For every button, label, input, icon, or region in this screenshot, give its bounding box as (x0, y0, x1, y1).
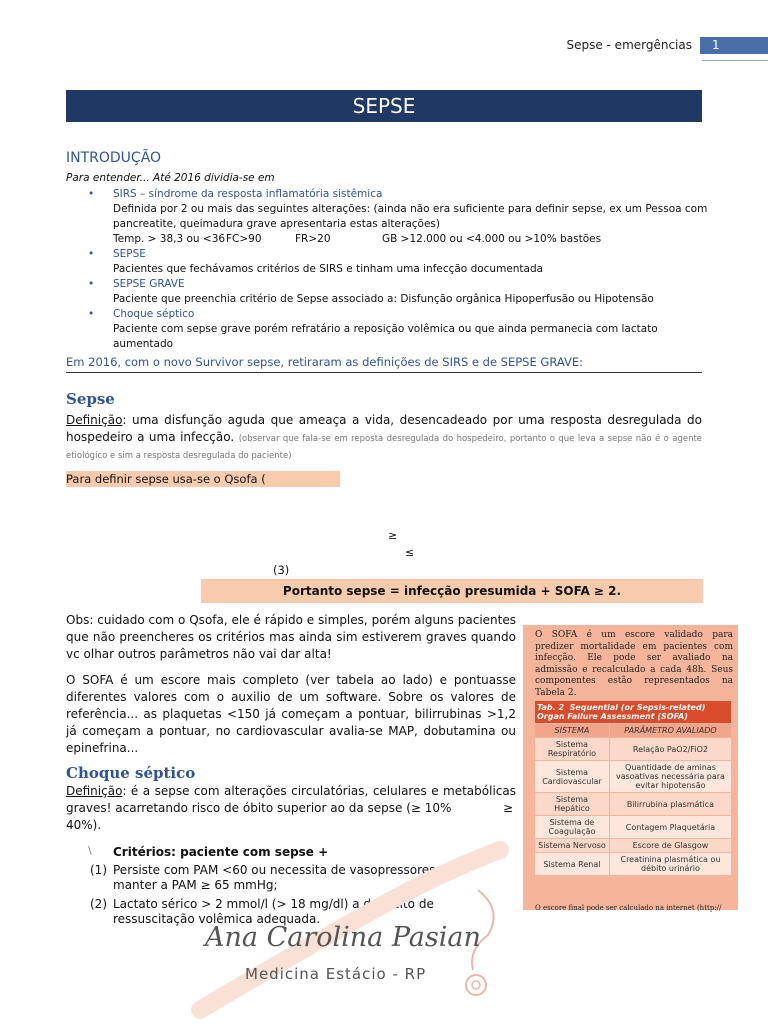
sepse-def-note: (observar que fala-se em reposta desregulada do hospedeiro, portanto o que leva a sepse não é o agente etiológico e sim a resposta desregulada do paciente) (66, 434, 703, 461)
choque-definition: Definição: é a sepse com alterações circulatórias, celulares e metabólicas graves! acarretando risco de óbito superior ao da sepse (≥ 10% (66, 784, 516, 815)
table-row: Sistema Renal Creatinina plasmática ou débito urinário (535, 853, 732, 876)
header-divider (702, 60, 768, 61)
bullet-icon: • (88, 278, 95, 290)
qsofa-line: Para definir sepse usa-se o Qsofa ( (66, 471, 340, 487)
intro-lead: Para entender... Até 2016 dividia-se em (66, 172, 275, 184)
bullet-icon: • (88, 188, 95, 200)
choque-def-end: 40%). (66, 818, 102, 832)
watermark-name: Ana Carolina Pasian (205, 922, 481, 953)
le-symbol: ≤ (405, 546, 415, 559)
criteria-num-1: (1) (90, 863, 107, 877)
criteria-fc: FC>90 (226, 233, 262, 245)
criteria-item-1: Persiste com PAM <60 ou necessita de vasopressores para manter a PAM ≥ 65 mmHg; (113, 863, 467, 892)
col-header-sistema: SISTEMA (535, 724, 610, 738)
sofa-formula: Portanto sepse = infecção presumida + SOFA ≥ 2. (201, 579, 703, 603)
list-item: • SEPSE GRAVE (88, 278, 185, 290)
intro-heading: INTRODUÇÃO (66, 150, 162, 166)
sofa-table-intro: O SOFA é um escore validado para predizer mortalidade em pacientes com infecção. Ele pode ser avaliado na admissão e recalculado a cada 48h. Seus componentes estão representados na Tabela 2. (535, 630, 733, 698)
table-row: Sistema Respiratório Relação PaO2/FiO2 (535, 738, 732, 761)
list-item-desc: Pacientes que fechávamos critérios de SIRS e tinham uma infecção documentada (113, 263, 544, 275)
bullet-mark-icon: \ (88, 844, 92, 857)
table-row: Sistema Hepático Bilirrubina plasmática (535, 793, 732, 816)
bullet-icon: • (88, 248, 95, 260)
ge-symbol: ≥ (388, 529, 398, 542)
criteria-temp: Temp. > 38,3 ou <36 (113, 233, 226, 245)
list-item: • SEPSE (88, 248, 146, 260)
col-header-parametro: PARÂMETRO AVALIADO (609, 724, 731, 738)
header-title: Sepse - emergências (566, 38, 692, 52)
criteria-row (88, 232, 708, 247)
sofa-table-footer: O escore final pode ser calculado na internet (http:// (535, 904, 722, 912)
table-row: Sistema Cardiovascular Quantidade de aminas vasoativas necessária para evitar hipotensão (535, 761, 732, 793)
sepse-heading: Sepse (66, 390, 115, 408)
document-title: SEPSE (66, 90, 702, 122)
section-divider (66, 372, 702, 373)
criteria-num-2: (2) (90, 897, 107, 911)
list-item-desc: Paciente com sepse grave porém refratário a reposição volêmica ou que ainda permanecia com lactato aumentado (113, 323, 658, 350)
list-item-desc: Definida por 2 ou mais das seguintes alterações: (ainda não era suficiente para definir sepse, ex um Pessoa com pancreatite, queimadura grave apresentaria estas alterações) (113, 203, 708, 230)
list-item: • Choque séptico (88, 308, 195, 320)
note-2016: Em 2016, com o novo Survivor sepse, retiraram as definições de SIRS e de SEPSE GRAVE: (66, 355, 583, 369)
criteria-gb: GB >12.000 ou <4.000 ou >10% bastões (382, 233, 602, 245)
table-row: Sistema de Coagulação Contagem Plaquetária (535, 816, 732, 839)
watermark-subtitle: Medicina Estácio - RP (245, 965, 427, 983)
sofa-table-title: Tab. 2 Sequential (or Sepsis-related) Organ Failure Assessment (SOFA) (535, 701, 732, 724)
choque-heading: Choque séptico (66, 764, 196, 782)
sofa-table (534, 700, 732, 876)
criteria-item-2: Lactato sérico > 2 mmol/l (> 18 mg/dl) a despeito de ressuscitação volêmica adequada. (113, 897, 434, 926)
list-item: • SIRS – síndrome da resposta inflamatória sistêmica (88, 188, 383, 200)
reference-number: (3) (273, 563, 290, 577)
qsofa-obs: Obs: cuidado com o Qsofa, ele é rápido e simples, porém alguns pacientes que não preencheres os critérios mas ainda sim estiverem graves quando vc olhar outros parâmetros não vai dar alta! (66, 613, 516, 661)
intro-list (88, 187, 708, 352)
table-row: Sistema Nervoso Escore de Glasgow (535, 839, 732, 853)
criteria-title: Critérios: paciente com sepse + (113, 845, 329, 859)
sepse-definition: Definição: uma disfunção aguda que ameaça a vida, desencadeado por uma resposta desregulada do hospedeiro a uma infecção. (observar que fala-se em reposta desregulada do hospedeiro, portanto o que leva a sepse não é o agente etiológico e sim a resposta desregulada do paciente) (66, 413, 703, 461)
list-item-desc: Paciente que preenchia critério de Sepse associado a: Disfunção orgânica Hipoperfusão ou Hipotensão (113, 293, 654, 305)
bullet-icon: • (88, 308, 95, 320)
criteria-fr: FR>20 (295, 233, 331, 245)
page-number: 1 (700, 37, 768, 54)
sofa-description: O SOFA é um escore mais completo (ver tabela ao lado) e pontuasse diferentes valores com o auxilio de um software. Sobre os valores de referência... as plaquetas <150 já começam a pontuar, bilirrubinas >1,2 já começam a pontuar, no cardiovascular avalia-se MAP, dobutamina ou epinefrina... (66, 673, 516, 755)
choque-ge-symbol: ≥ (503, 801, 514, 815)
